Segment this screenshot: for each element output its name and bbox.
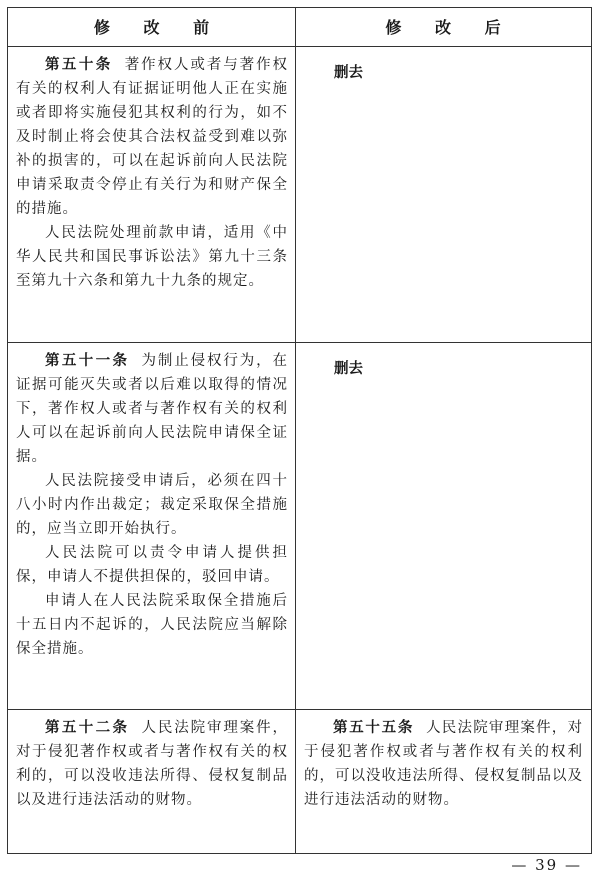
article-paragraph: 申请人在人民法院采取保全措施后十五日内不起诉的，人民法院应当解除保全措施。 — [16, 593, 288, 657]
article-number: 第五十一条 — [45, 353, 130, 369]
before-cell — [8, 343, 296, 709]
header-before: 修 改 前 — [8, 8, 296, 46]
deleted-label: 删去 — [334, 65, 363, 81]
after-cell — [296, 343, 590, 709]
before-cell — [8, 47, 296, 342]
table-row — [8, 343, 591, 710]
header-after: 修 改 后 — [385, 18, 515, 37]
article-paragraph: 人民法院处理前款申请，适用《中华人民共和国民事诉讼法》第九十三条至第九十六条和第九十九条的规定。 — [16, 225, 288, 289]
article-number: 第五十条 — [45, 57, 113, 73]
article-paragraph — [16, 53, 288, 221]
table-row — [8, 710, 591, 853]
paragraph-text: 人民法院审理案件，对于侵犯著作权或者与著作权有关的权利的，可以没收违法所得、侵权复制品以及进行违法活动的财物。 — [304, 720, 584, 808]
page-number: — 39 — — [511, 856, 582, 874]
deleted-label: 删去 — [334, 361, 363, 377]
article-paragraph — [16, 716, 288, 812]
after-cell — [296, 710, 590, 853]
paragraph-text: 人民法院审理案件，对于侵犯著作权或者与著作权有关的权利的，可以没收违法所得、侵权复制品以及进行违法活动的财物。 — [16, 720, 289, 808]
after-cell — [296, 47, 590, 342]
paragraph-text: 为制止侵权行为，在证据可能灭失或者以后难以取得的情况下，著作权人或者与著作权有关的权利人可以在起诉前向人民法院申请保全证据。 — [16, 353, 289, 465]
comparison-table — [7, 7, 592, 854]
article-paragraph — [16, 349, 288, 469]
article-paragraph: 人民法院可以责令申请人提供担保，申请人不提供担保的，驳回申请。 — [16, 545, 288, 585]
before-cell — [8, 710, 296, 853]
table-row — [8, 47, 591, 343]
article-number: 第五十二条 — [45, 720, 130, 736]
article-paragraph — [304, 716, 583, 812]
paragraph-text: 著作权人或者与著作权有关的权利人有证据证明他人正在实施或者即将实施侵犯其权利的行为，如不及时制止将会使其合法权益受到难以弥补的损害的，可以在起诉前向人民法院申请采取责令停止有关行为和财产保全的措施。 — [16, 57, 289, 217]
article-number: 第五十五条 — [333, 720, 415, 736]
table-header-row — [8, 8, 591, 47]
article-paragraph: 人民法院接受申请后，必须在四十八小时内作出裁定；裁定采取保全措施的，应当立即开始执行。 — [16, 473, 288, 537]
